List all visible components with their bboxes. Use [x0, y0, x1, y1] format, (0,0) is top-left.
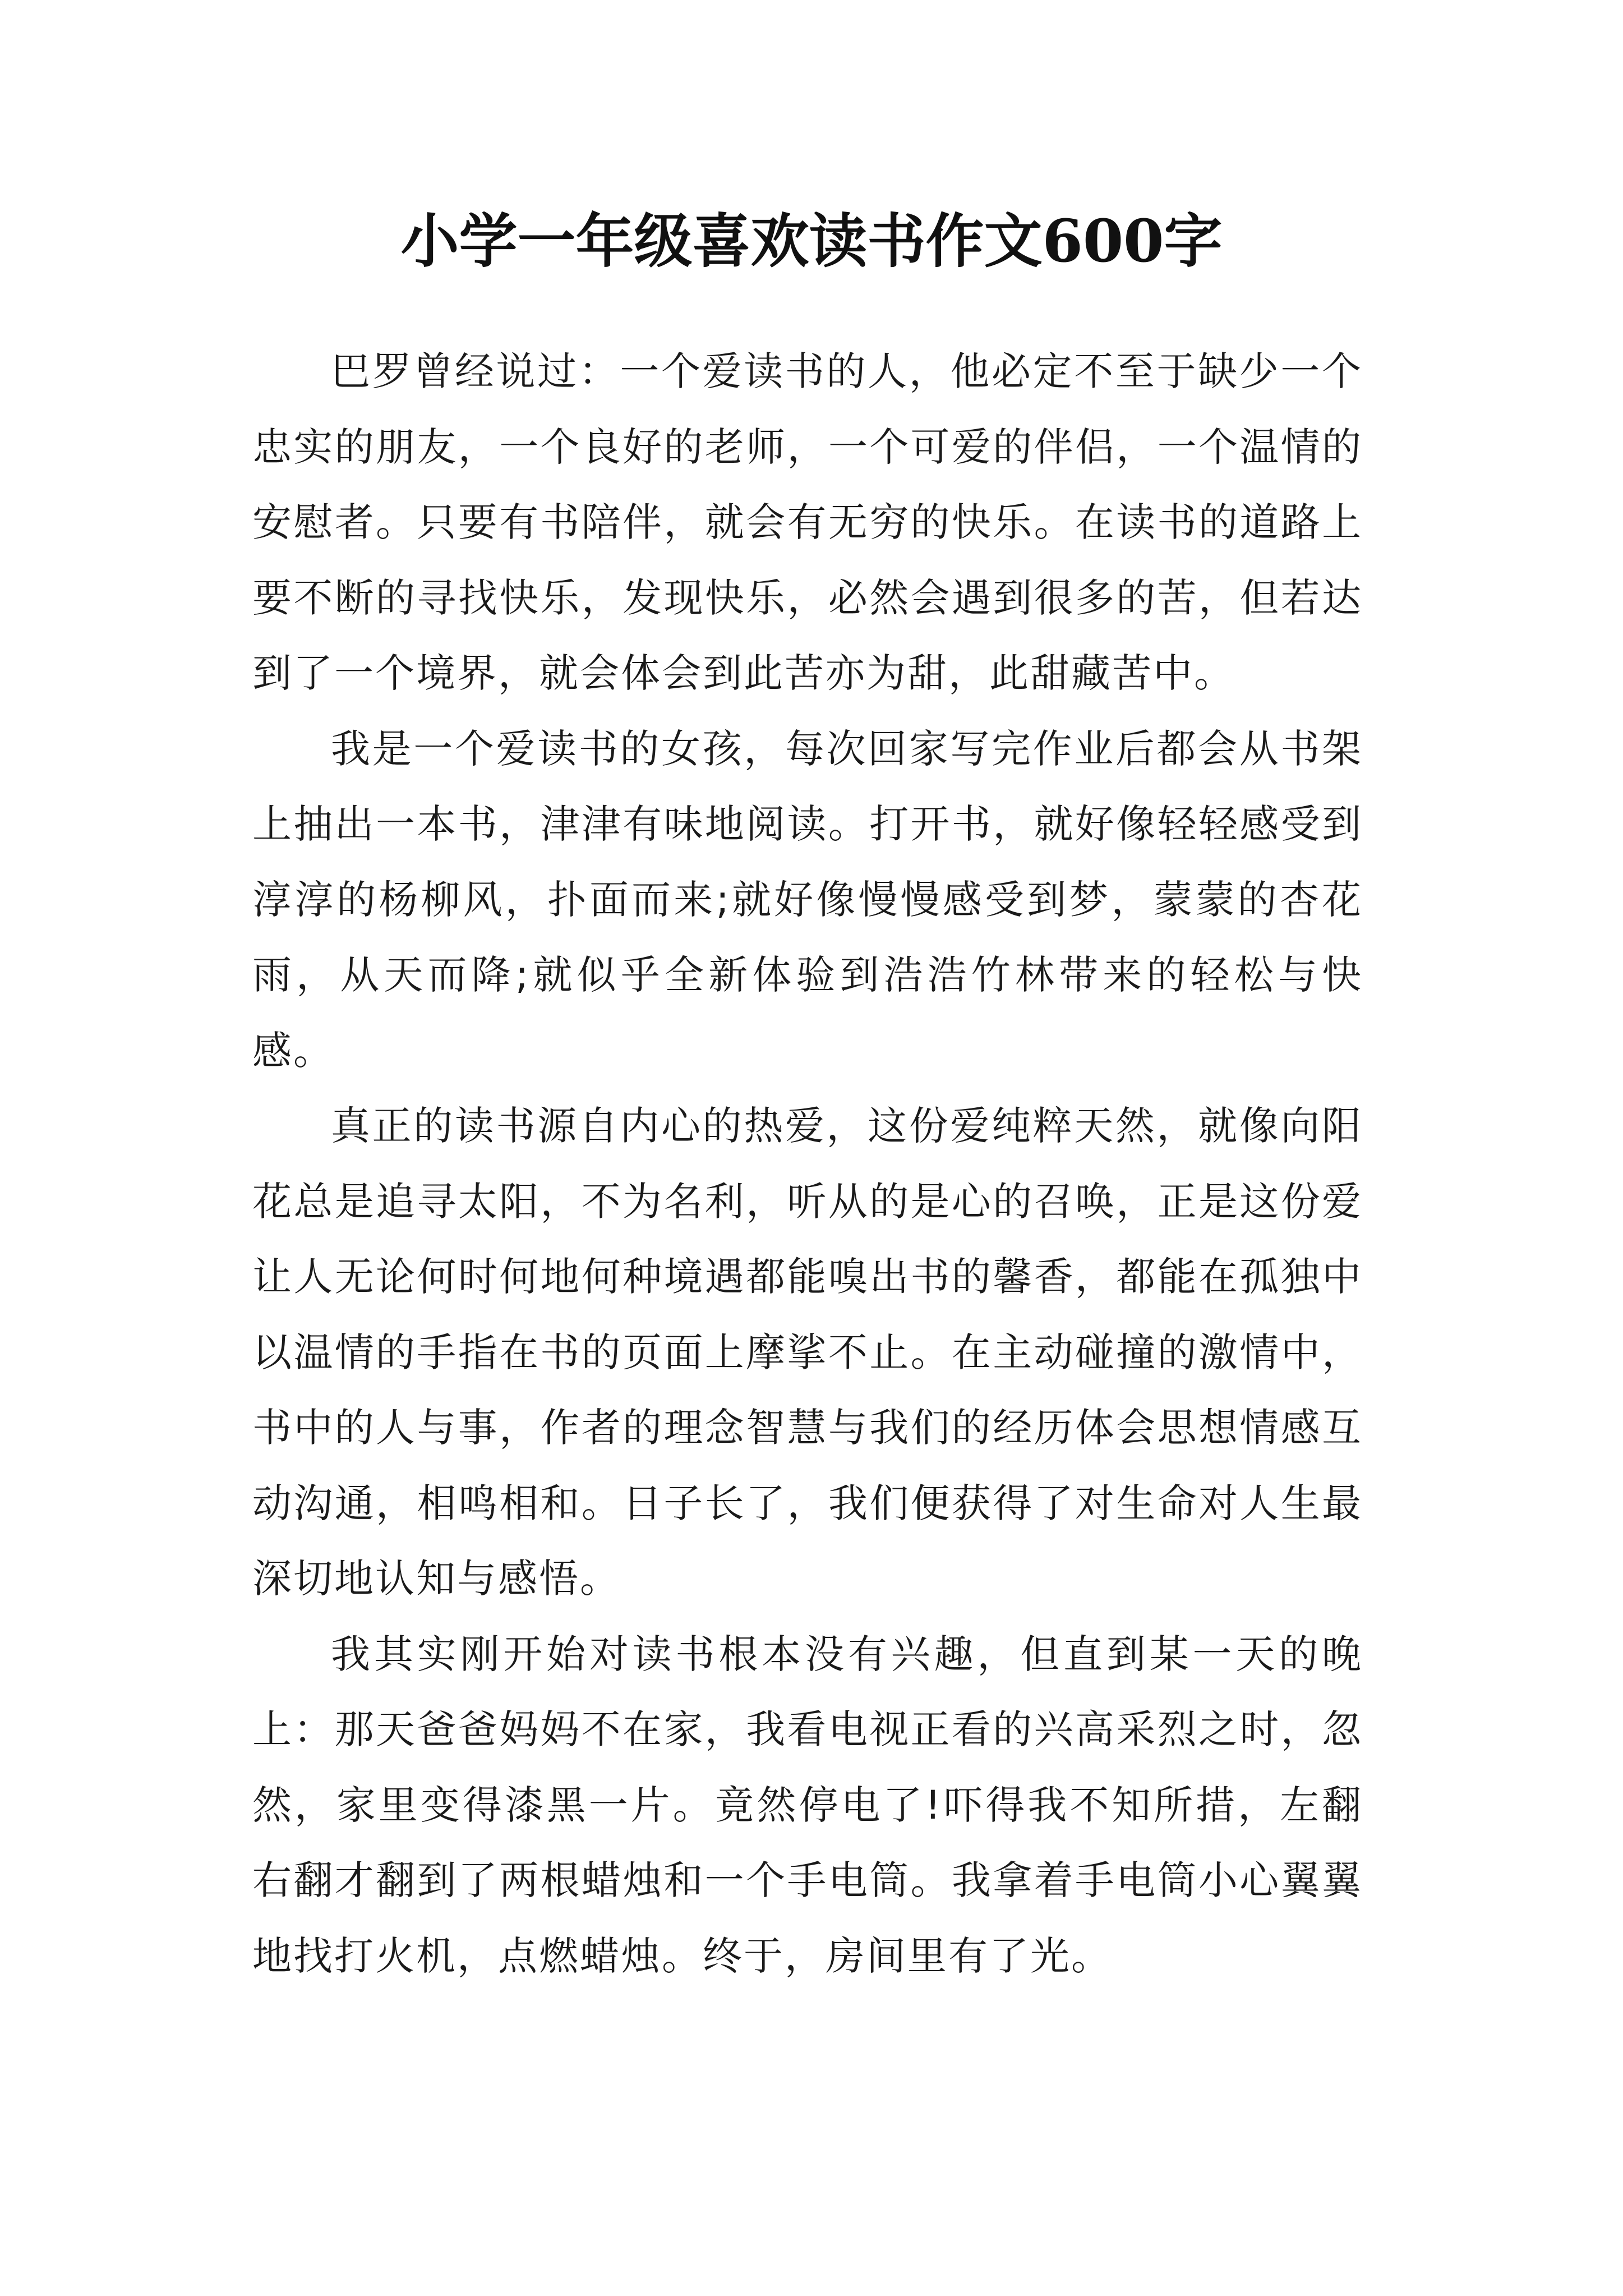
paragraph: 真正的读书源自内心的热爱，这份爱纯粹天然，就像向阳花总是追寻太阳，不为名利，听从的是心的召唤，正是这份爱让人无论何时何地何种境遇都能嗅出书的馨香，都能在孤独中以温情的手指在书的页面上摩挲不止。在主动碰撞的激情中，书中的人与事，作者的理念智慧与我们的经历体会思想情感互动沟通，相鸣相和。日子长了，我们便获得了对生命对人生最深切地认知与感悟。	[252, 1103, 1363, 1602]
document-body	[252, 334, 1363, 1994]
paragraph: 我是一个爱读书的女孩，每次回家写完作业后都会从书架上抽出一本书，津津有味地阅读。打开书，就好像轻轻感受到淳淳的杨柳风，扑面而来;就好像慢慢感受到梦，蒙蒙的杏花雨，从天而降;就似乎全新体验到浩浩竹林带来的轻松与快感。	[252, 725, 1363, 1074]
document-title: 小学一年级喜欢读书作文600字	[400, 206, 1223, 275]
paragraph: 巴罗曾经说过：一个爱读书的人，他必定不至于缺少一个忠实的朋友，一个良好的老师，一个可爱的伴侣，一个温情的安慰者。只要有书陪伴，就会有无穷的快乐。在读书的道路上要不断的寻找快乐，发现快乐，必然会遇到很多的苦，但若达到了一个境界，就会体会到此苦亦为甜，此甜藏苦中。	[252, 348, 1363, 696]
paragraph: 我其实刚开始对读书根本没有兴趣，但直到某一天的晚上：那天爸爸妈妈不在家，我看电视正看的兴高采烈之时，忽然，家里变得漆黑一片。竟然停电了!吓得我不知所措，左翻右翻才翻到了两根蜡烛和一个手电筒。我拿着手电筒小心翼翼地找打火机，点燃蜡烛。终于，房间里有了光。	[252, 1631, 1363, 1979]
